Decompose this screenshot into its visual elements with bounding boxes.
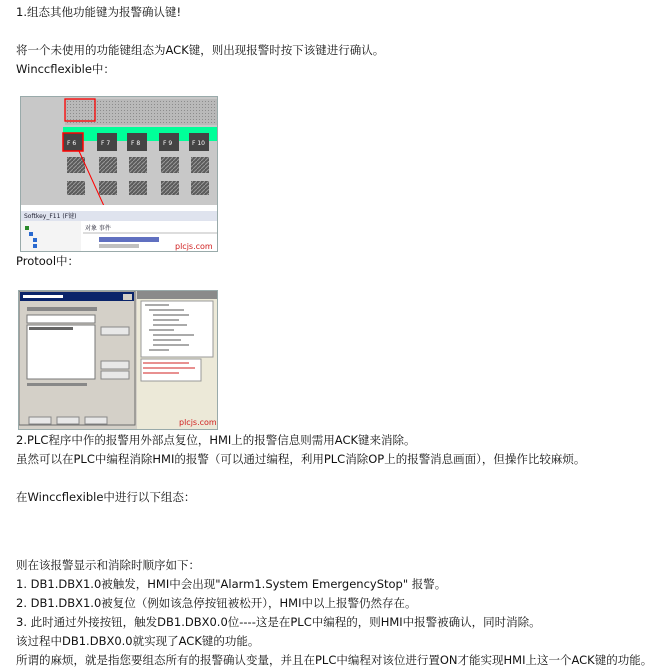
- paragraph-plc-reset: 2.PLC程序中作的报警用外部点复位，HMI上的报警信息则需用ACK键来消除。: [16, 433, 416, 447]
- svg-text:F 9: F 9: [163, 140, 173, 147]
- svg-text:F 7: F 7: [101, 140, 111, 147]
- label-winccflexible: Winccflexible中：: [16, 62, 115, 76]
- protool-screenshot: [18, 290, 218, 430]
- svg-text:plcjs.com: plcjs.com: [175, 242, 213, 251]
- paragraph-ack-function: 该过程中DB1.DBX0.0就实现了ACK键的功能。: [16, 634, 260, 648]
- svg-text:F 10: F 10: [192, 140, 205, 147]
- svg-text:F 8: F 8: [131, 140, 141, 147]
- svg-text:Softkey_F11 (F键): Softkey_F11 (F键): [24, 213, 77, 220]
- paragraph-ack-config: 将一个未使用的功能键组态为ACK键，则出现报警时按下该键进行确认。: [16, 43, 385, 57]
- paragraph-plc-clear: 虽然可以在PLC中编程消除HMI的报警（可以通过编程，利用PLC消除OP上的报警消息画面），但操作比较麻烦。: [16, 452, 586, 466]
- step-2: 2. DB1.DBX1.0被复位（例如该急停按钮被松开），HMI中以上报警仍然存在。: [16, 596, 417, 610]
- step-1: 1. DB1.DBX1.0被触发，HMI中会出现"Alarm1.System EmergencyStop" 报警。: [16, 577, 447, 591]
- step-3: 3. 此时通过外接按钮，触发DB1.DBX0.0位----这是在PLC中编程的，则HMI中报警被确认，同时消除。: [16, 615, 541, 629]
- label-protool: Protool中：: [16, 254, 80, 268]
- winccflexible-screenshot: [20, 96, 218, 252]
- svg-text:对象 事件: 对象 事件: [85, 225, 111, 232]
- paragraph-sequence-intro: 则在该报警显示和消除时顺序如下：: [16, 558, 200, 572]
- svg-text:plcjs.com: plcjs.com: [179, 418, 217, 427]
- svg-text:F 6: F 6: [67, 140, 77, 147]
- paragraph-trouble: 所谓的麻烦，就是指您要组态所有的报警确认变量，并且在PLC中编程对该位进行置ON才能实现HMI上这一个ACK键的功能。: [16, 653, 653, 667]
- paragraph-winccflexible-config: 在Winccflexible中进行以下组态：: [16, 490, 196, 504]
- heading-1: 1.组态其他功能键为报警确认键!: [16, 5, 182, 19]
